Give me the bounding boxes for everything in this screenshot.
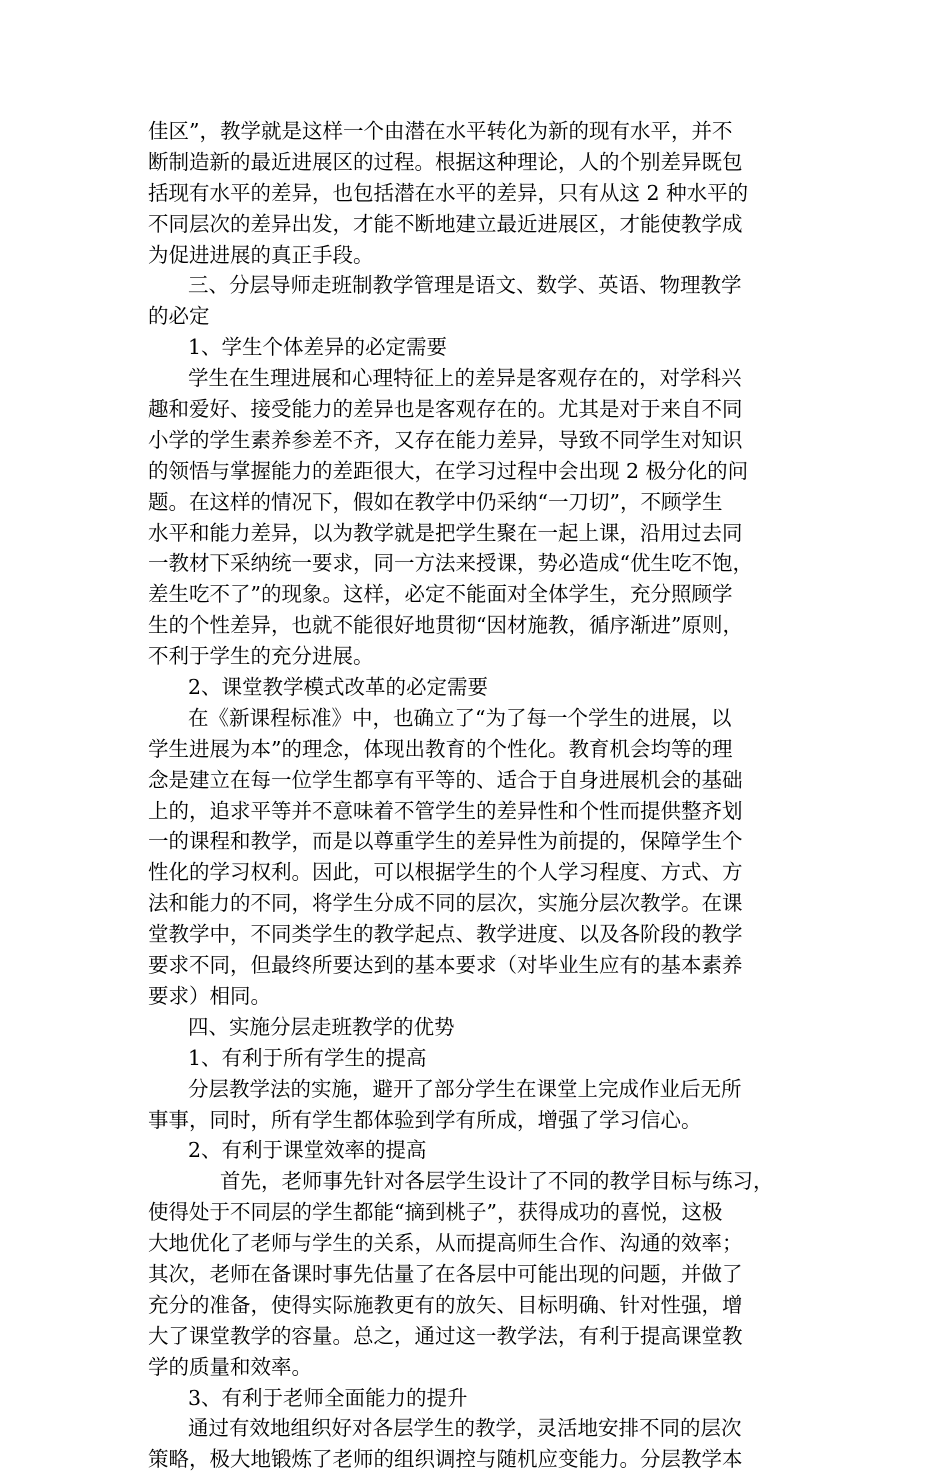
section-heading-3: 三、分层导师走班制教学管理是语文、数学、英语、物理教学 — [188, 273, 742, 298]
text-line: 法和能力的不同，将学生分成不同的层次，实施分层次教学。在课 — [148, 891, 743, 916]
text-line: 为促进进展的真正手段。 — [148, 242, 374, 267]
text-line: 括现有水平的差异，也包括潜在水平的差异，只有从这 2 种水平的 — [148, 180, 749, 205]
text-line: 生的个性差异，也就不能很好地贯彻“因材施教，循序渐进”原则， — [148, 613, 743, 638]
text-line: 一教材下采纳统一要求，同一方法来授课，势必造成“优生吃不饱， — [148, 551, 753, 576]
text-line: 一的课程和教学，而是以尊重学生的差异性为前提的，保障学生个 — [148, 829, 743, 854]
subheading-4-1: 1、有利于所有学生的提高 — [188, 1045, 427, 1070]
subheading-4-3: 3、有利于老师全面能力的提升 — [188, 1385, 468, 1410]
text-line: 趣和爱好、接受能力的差异也是客观存在的。尤其是对于来自不同 — [148, 397, 743, 422]
text-line: 首先，老师事先针对各层学生设计了不同的教学目标与练习， — [220, 1169, 774, 1194]
text-line: 大了课堂教学的容量。总之，通过这一教学法，有利于提高课堂教 — [148, 1323, 743, 1348]
text-line: 通过有效地组织好对各层学生的教学，灵活地安排不同的层次 — [188, 1416, 742, 1441]
text-line: 念是建立在每一位学生都享有平等的、适合于自身进展机会的基础 — [148, 767, 743, 792]
text-line: 不利于学生的充分进展。 — [148, 644, 374, 669]
text-line: 堂教学中，不同类学生的教学起点、教学进度、以及各阶段的教学 — [148, 922, 743, 947]
text-line: 事事，同时，所有学生都体验到学有所成，增强了学习信心。 — [148, 1107, 702, 1132]
text-line: 充分的准备，使得实际施教更有的放矢、目标明确、针对性强，增 — [148, 1292, 743, 1317]
text-line: 的领悟与掌握能力的差距很大，在学习过程中会出现 2 极分化的问 — [148, 458, 749, 483]
text-line: 学生进展为本”的理念，体现出教育的个性化。教育机会均等的理 — [148, 736, 733, 761]
text-line: 不同层次的差异出发，才能不断地建立最近进展区，才能使教学成 — [148, 211, 743, 236]
text-line: 策略，极大地锻炼了老师的组织调控与随机应变能力。分层教学本 — [148, 1447, 743, 1472]
text-line: 水平和能力差异，以为教学就是把学生聚在一起上课，沿用过去同 — [148, 520, 743, 545]
subheading-3-1: 1、学生个体差异的必定需要 — [188, 335, 448, 360]
section-heading-3-continued: 的必定 — [148, 304, 210, 329]
text-line: 在《新课程标准》中，也确立了“为了每一个学生的进展，以 — [188, 705, 732, 730]
text-line: 学的质量和效率。 — [148, 1354, 312, 1379]
text-line: 分层教学法的实施，避开了部分学生在课堂上完成作业后无所 — [188, 1076, 742, 1101]
text-line: 差生吃不了”的现象。这样，必定不能面对全体学生，充分照顾学 — [148, 582, 733, 607]
text-line: 佳区”，教学就是这样一个由潜在水平转化为新的现有水平，并不 — [148, 119, 733, 143]
text-line: 学生在生理进展和心理特征上的差异是客观存在的，对学科兴 — [188, 366, 742, 391]
subheading-4-2: 2、有利于课堂效率的提高 — [188, 1138, 427, 1163]
text-line: 题。在这样的情况下，假如在教学中仍采纳“一刀切”，不顾学生 — [148, 489, 723, 514]
document-body — [148, 116, 816, 1475]
text-line: 上的，追求平等并不意味着不管学生的差异性和个性而提供整齐划 — [148, 798, 743, 823]
text-line: 小学的学生素养参差不齐，又存在能力差异，导致不同学生对知识 — [148, 427, 743, 452]
text-line: 大地优化了老师与学生的关系，从而提高师生合作、沟通的效率； — [148, 1231, 743, 1256]
text-line: 其次，老师在备课时事先估量了在各层中可能出现的问题，并做了 — [148, 1261, 743, 1286]
text-line: 要求）相同。 — [148, 983, 271, 1008]
text-line: 断制造新的最近进展区的过程。根据这种理论，人的个别差异既包 — [148, 149, 743, 174]
subheading-3-2: 2、课堂教学模式改革的必定需要 — [188, 675, 489, 700]
section-heading-4: 四、实施分层走班教学的优势 — [188, 1014, 455, 1039]
text-line: 性化的学习权利。因此，可以根据学生的个人学习程度、方式、方 — [148, 860, 743, 885]
text-line: 要求不同，但最终所要达到的基本要求（对毕业生应有的基本素养 — [148, 953, 743, 978]
text-line: 使得处于不同层的学生都能“摘到桃子”，获得成功的喜悦，这极 — [148, 1200, 723, 1225]
